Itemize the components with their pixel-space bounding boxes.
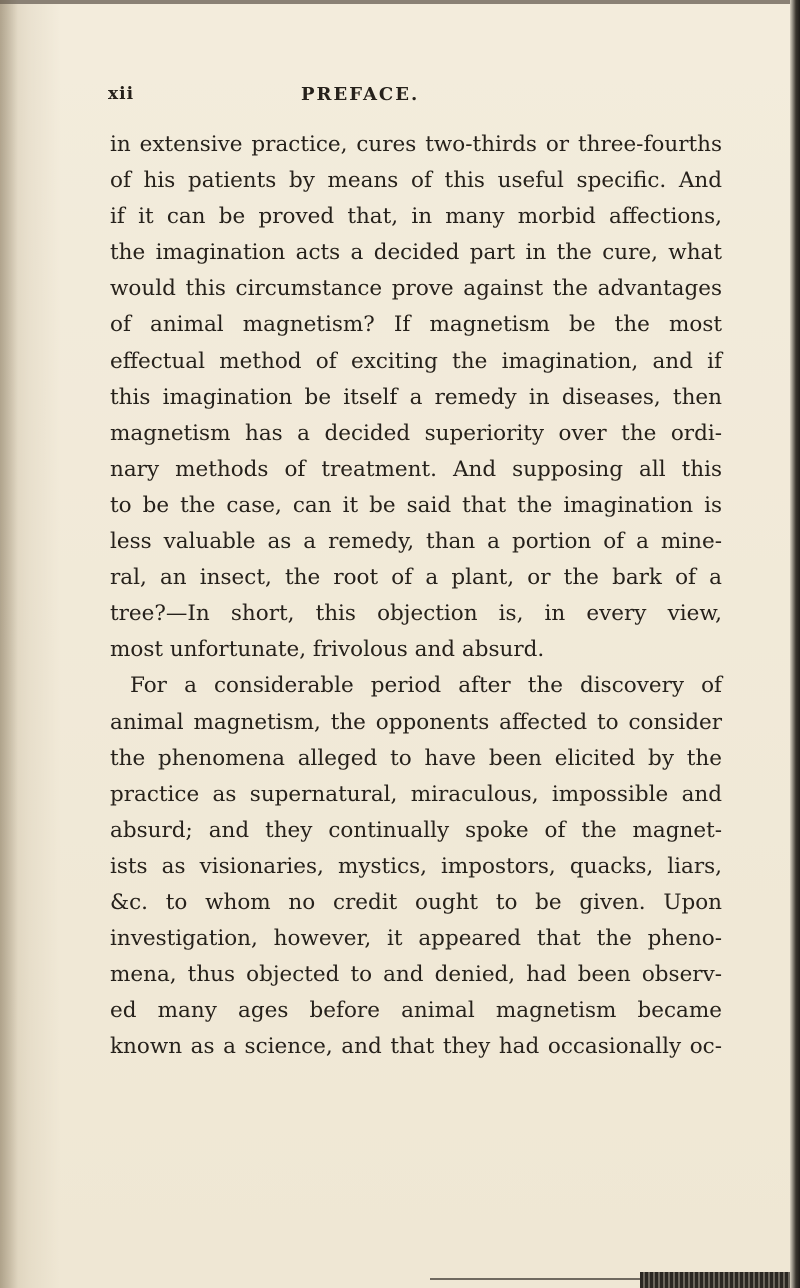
text-line: to be the case, can it be said that the imagination is (110, 492, 722, 518)
page-header (0, 80, 800, 120)
text-line: in extensive practice, cures two-thirds or three-fourths (110, 132, 722, 157)
text-line: if it can be proved that, in many morbid affections, (110, 204, 722, 230)
text-line: nary methods of treatment. And supposing all this (110, 456, 722, 482)
gutter-shadow (0, 0, 18, 1288)
text-line: this imagination be itself a remedy in diseases, then (110, 384, 722, 410)
text-line: known as a science, and that they had occasionally oc- (110, 1034, 722, 1060)
text-line: of his patients by means of this useful specific. And (110, 168, 722, 194)
text-line: tree?—In short, this objection is, in every view, (110, 601, 722, 627)
paragraph-start-line: For a considerable period after the discovery of (130, 673, 722, 699)
text-line: the imagination acts a decided part in the cure, what (110, 240, 722, 266)
text-line: practice as supernatural, miraculous, impossible and (110, 781, 722, 807)
top-border (0, 0, 800, 4)
text-line: of animal magnetism? If magnetism be the most (110, 312, 722, 338)
page-edge (790, 0, 800, 1288)
text-line: ral, an insect, the root of a plant, or the bark of a (110, 565, 722, 591)
bottom-rule (430, 1278, 650, 1280)
text-line: would this circumstance prove against the advantages (110, 276, 722, 302)
text-line: effectual method of exciting the imagination, and if (110, 348, 722, 374)
text-line: ists as visionaries, mystics, impostors, quacks, liars, (110, 853, 722, 879)
text-line: less valuable as a remedy, than a portion of a mine- (110, 529, 722, 555)
text-line: investigation, however, it appeared that the pheno- (110, 926, 722, 952)
body-text (110, 127, 722, 1065)
running-head: PREFACE. (301, 84, 420, 105)
text-line: mena, thus objected to and denied, had been observ- (110, 962, 722, 988)
text-line: ed many ages before animal magnetism became (110, 998, 722, 1024)
text-line: &c. to whom no credit ought to be given. Upon (110, 889, 722, 915)
text-line: animal magnetism, the opponents affected to consider (110, 709, 722, 735)
text-line: absurd; and they continually spoke of the magnet- (110, 817, 722, 843)
page-number: xii (108, 84, 135, 104)
text-line: magnetism has a decided superiority over the ordi- (110, 420, 722, 446)
text-line: most unfortunate, frivolous and absurd. (110, 637, 545, 663)
text-line: the phenomena alleged to have been elicited by the (110, 745, 722, 771)
bottom-edge-texture (640, 1272, 790, 1288)
